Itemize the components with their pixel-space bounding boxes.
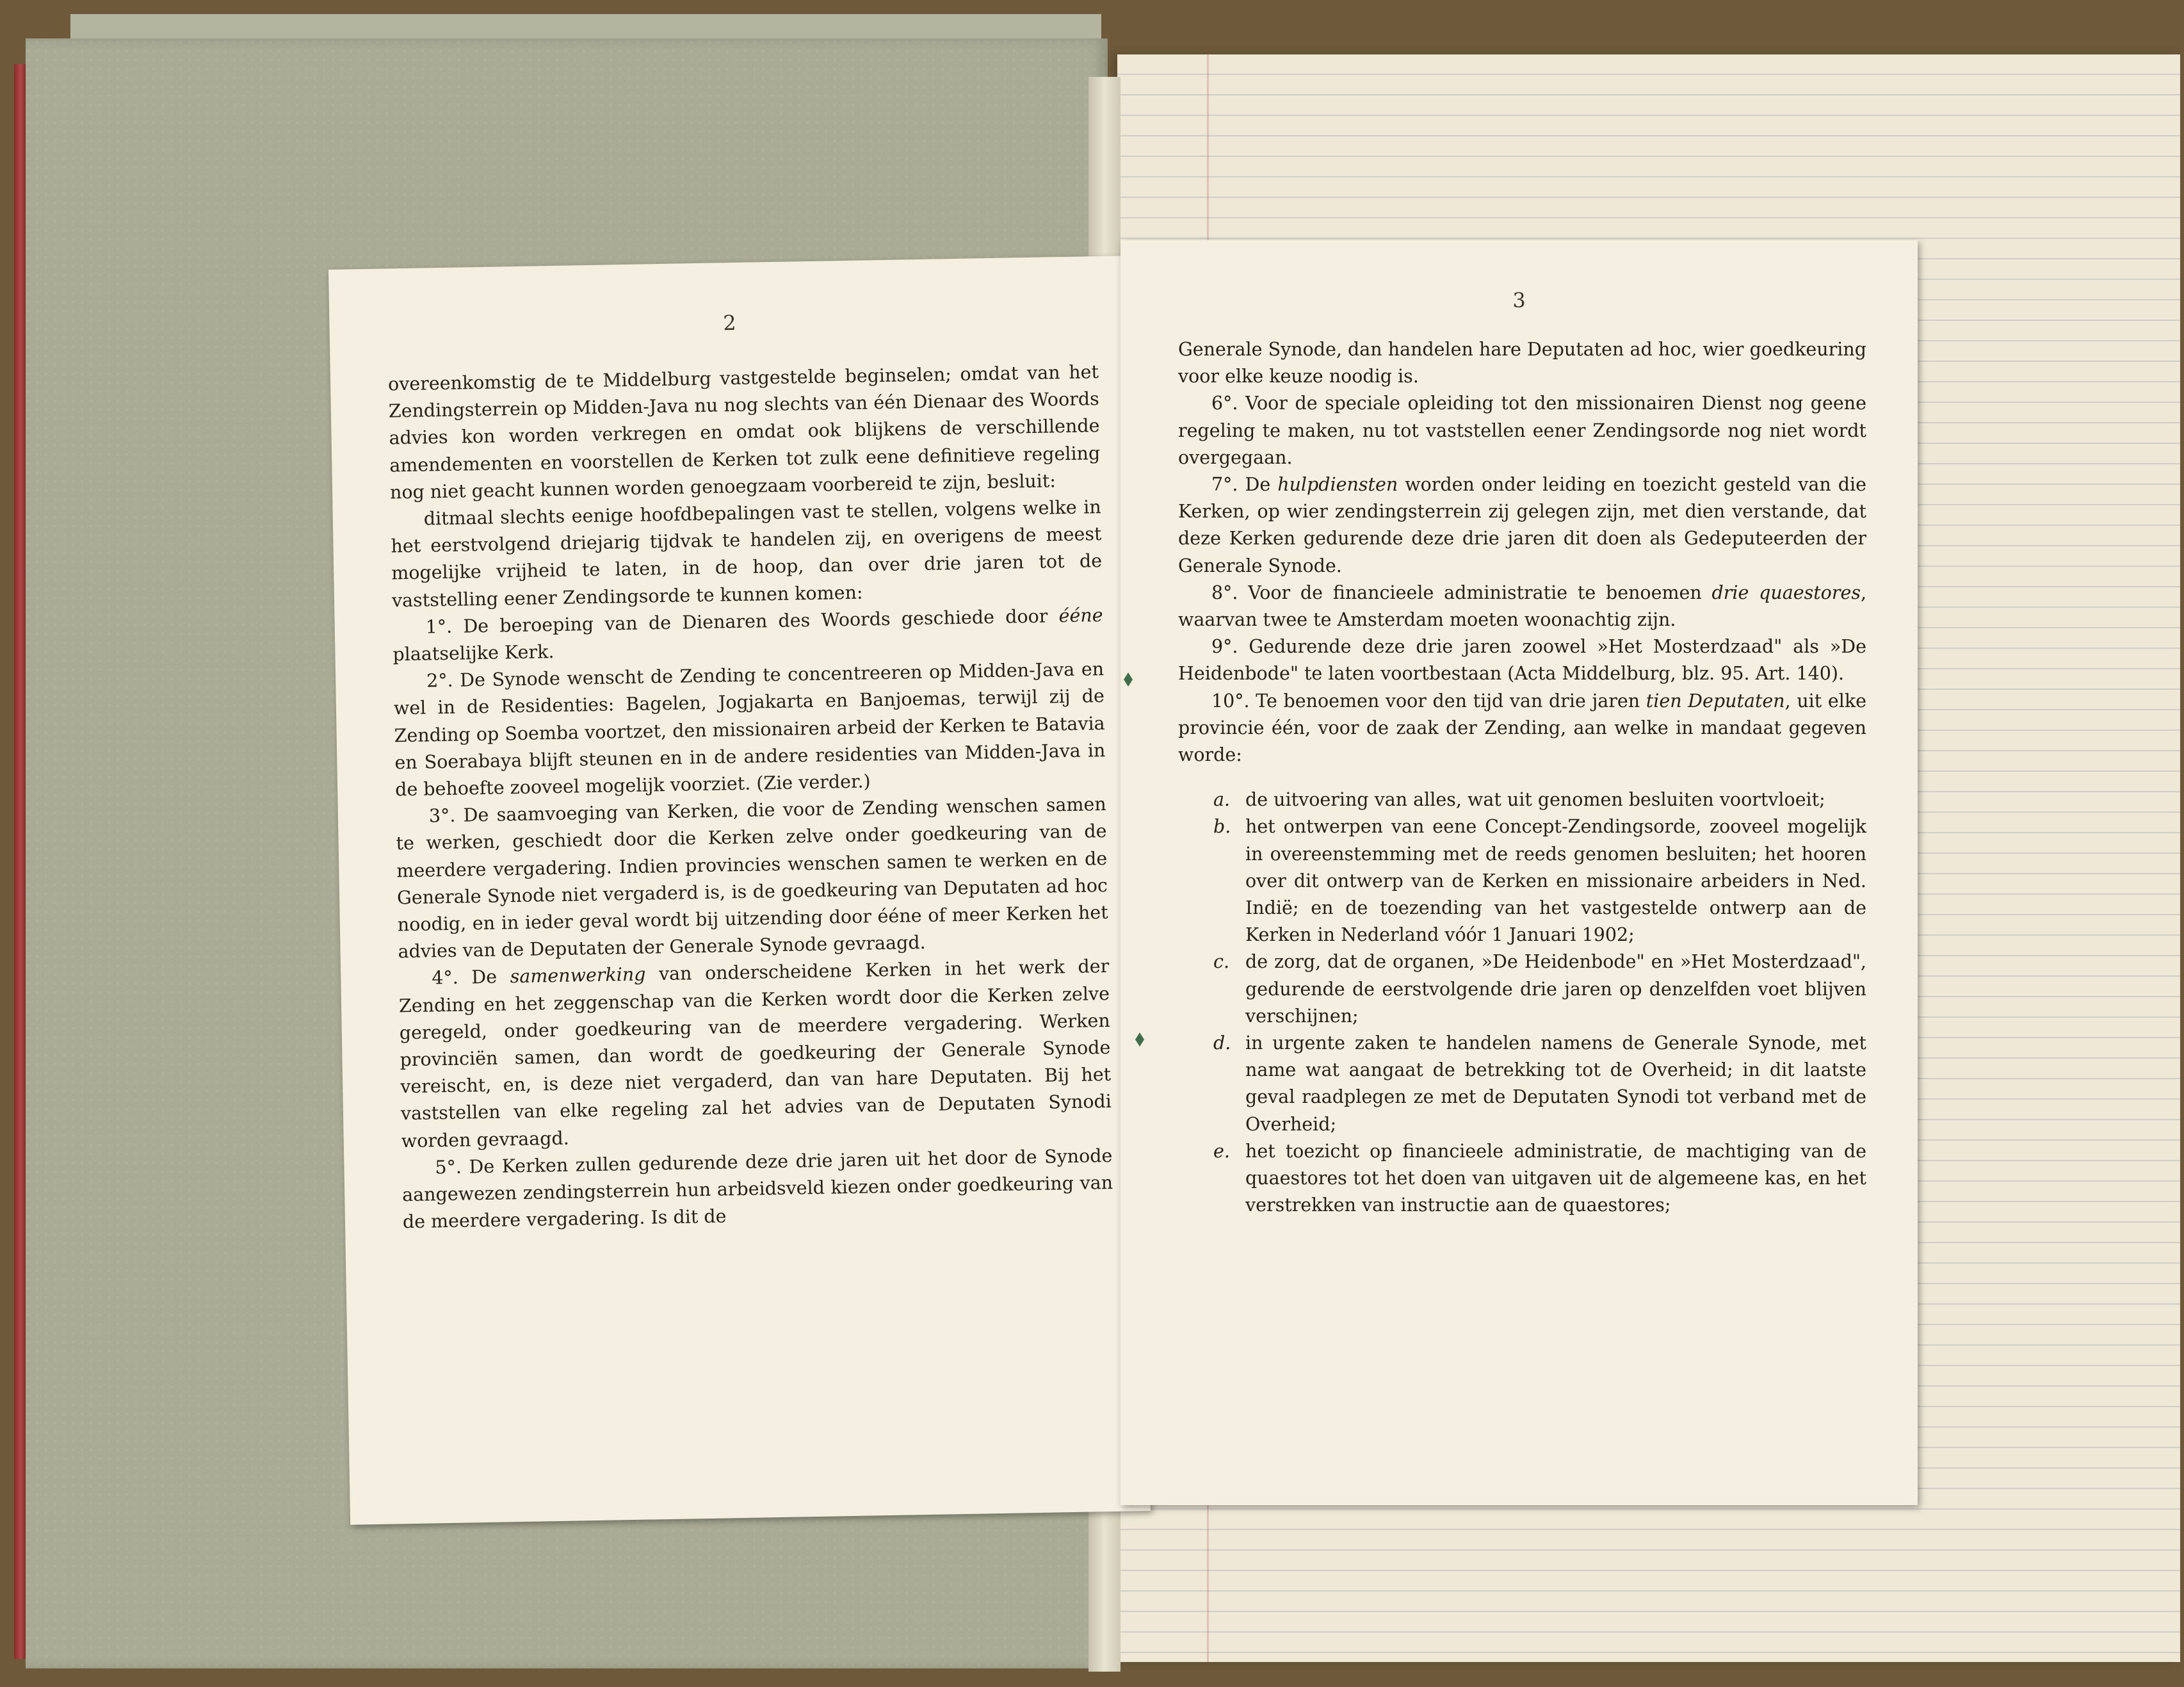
emphasis: drie quaestores: [1711, 582, 1861, 603]
clause-text: de zorg, dat de organen, »De Heidenbode" en »Het Mosterdzaad", gedurende de eerstvolgende drie jaren op denzelfden voet blijven verschijnen;: [1245, 951, 1866, 1027]
clause-list: [1178, 786, 1866, 1219]
paragraph: [1178, 688, 1866, 769]
paragraph-text: 7°. De: [1211, 474, 1278, 496]
paragraph: [398, 953, 1112, 1155]
paragraph: [1178, 580, 1866, 633]
clause-text: het ontwerpen van eene Concept-Zendingsorde, zooveel mogelijk in overeenstemming met de reeds genomen besluiten; het hooren over dit ontwerp van de Kerken en missionaire arbeiders in Ned. Indië; en de toezending van het vastgestelde ontwerp aan de Kerken in Nederland vóór 1 Januari 1902;: [1245, 816, 1866, 946]
clause-text: het toezicht op financieele administratie, de machtiging van de quaestores tot het doen van uitgaven uit de algemeene kas, en het verstrekken van instructie aan de quaestores;: [1245, 1140, 1866, 1216]
list-item: [1178, 813, 1866, 949]
paragraph: 5°. De Kerken zullen gedurende deze drie jaren uit het door de Synode aangewezen zendingsterrein hun arbeidsveld kiezen onder goedkeuring van de meerdere vergadering. Is dit de: [401, 1145, 1113, 1233]
paragraph-text: 1°. De beroeping van de Dienaren des Woords geschiede door: [425, 605, 1059, 638]
paragraph-text: worden onder leiding en toezicht gesteld van die Kerken, op wier zendingsterrein zij gelegen zijn, met dien verstande, dat deze Kerken gedurende deze drie jaren dit doen als Gedeputeerden der Generale Synode.: [1178, 474, 1867, 576]
clause-letter: d.: [1213, 1032, 1231, 1054]
right-page: [1120, 240, 1918, 1505]
list-item: [1178, 1138, 1866, 1219]
left-page-text: [388, 359, 1113, 1236]
paragraph-text: 4°. De: [432, 966, 510, 989]
emphasis: tien Deputaten: [1646, 690, 1785, 712]
paragraph: overeenkomstig de te Middelburg vastgestelde beginselen; omdat van het Zendingsterrein op Midden-Java nu nog slechts van één Dienaar des Woords advies kon worden verkregen en omdat ook blijkens de verschillende amendementen en voorstellen de Kerken tot zulk eene definitieve regeling nog niet geacht kunnen worden genoegzaam voorbereid te zijn, besluit:: [387, 361, 1101, 503]
emphasis: samenwerking: [510, 964, 646, 988]
paragraph-text: van onderscheidene Kerken in het werk der Zending en het zeggenschap van die Kerken wordt door die Kerken zelve geregeld, onder goedkeuring van de meerdere vergadering. Werken provinciën samen, dan wordt de goedkeuring der Generale Synode vereischt, en, is deze niet vergaderd, dan van hare Deputaten. Bij het vaststellen van elke regeling zal het advies van de Deputaten Synodi worden gevraagd.: [398, 956, 1112, 1152]
clause-text: de uitvoering van alles, wat uit genomen besluiten voortvloeit;: [1245, 789, 1825, 811]
red-binding-edge: [14, 64, 27, 1659]
paragraph: Generale Synode, dan handelen hare Deputaten ad hoc, wier goedkeuring voor elke keuze noodig is.: [1178, 339, 1866, 387]
paragraph-text: 10°. Te benoemen voor den tijd van drie jaren: [1211, 690, 1646, 712]
paragraph-text: plaatselijke Kerk.: [392, 641, 554, 665]
clause-text: in urgente zaken te handelen namens de Generale Synode, met name wat aangaat de betrekking tot de Overheid; in dit laatste geval raadplegen ze met de Deputaten Synodi tot verband met de Overheid;: [1245, 1032, 1866, 1135]
paragraph: ditmaal slechts eenige hoofdbepalingen vast te stellen, volgens welke in het eerstvolgend driejarig tijdvak te handelen zij, en overigens de meest mogelijke vrijheid te laten, in de hoop, dan over drie jaren tot de vaststelling eener Zendingsorde te kunnen komen:: [391, 496, 1103, 612]
left-page: [328, 256, 1151, 1525]
paragraph-text: , waarvan twee te Amsterdam moeten woonachtig zijn.: [1178, 582, 1867, 631]
clause-letter: a.: [1213, 789, 1231, 811]
list-item: [1178, 1030, 1866, 1138]
list-item: [1178, 786, 1866, 813]
right-page-text: [1178, 336, 1866, 1219]
paragraph-text: , uit elke provincie één, voor de zaak der Zending, aan welke in mandaat gegeven worde:: [1178, 690, 1866, 766]
emphasis: hulpdiensten: [1277, 474, 1398, 496]
paragraph-text: 8°. Voor de financieele administratie te benoemen: [1211, 582, 1712, 603]
clause-letter: e.: [1213, 1140, 1230, 1162]
page-number: 2: [723, 310, 737, 336]
paragraph: [1178, 471, 1866, 580]
page-number: 3: [1512, 288, 1526, 313]
paragraph: 2°. De Synode wenscht de Zending te concentreeren op Midden-Java en wel in de Residenties: Bagelen, Jogjakarta en Banjoemas, terwijl zij de Zending op Soemba voortzet, den missionairen arbeid der Kerken te Batavia en Soerabaya blijft steunen en in de andere residenties van Midden-Java in de behoefte zooveel mogelijk voorziet. (Zie verder.): [393, 658, 1106, 801]
clause-letter: b.: [1213, 816, 1231, 838]
paragraph: 9°. Gedurende deze drie jaren zoowel »Het Mosterdzaad" als »De Heidenbode" te laten voortbestaan (Acta Middelburg, blz. 95. Art. 140).: [1178, 636, 1866, 685]
paragraph: 3°. De saamvoeging van Kerken, die voor de Zending wenschen samen te werken, geschiedt door die Kerken zelve onder goedkeuring van de meerdere vergadering. Indien provincies wenschen samen te werken en de Generale Synode niet vergaderd is, is de goedkeuring van Deputaten ad hoc noodig, en in ieder geval wordt bij uitzending door ééne of meer Kerken het advies van de Deputaten der Generale Synode gevraagd.: [396, 794, 1108, 963]
paragraph: 6°. Voor de speciale opleiding tot den missionairen Dienst nog geene regeling te maken, nu tot vaststellen eener Zendingsorde nog niet wordt overgegaan.: [1178, 393, 1866, 468]
emphasis: ééne: [1058, 604, 1103, 627]
list-item: [1178, 949, 1866, 1030]
clause-letter: c.: [1213, 951, 1230, 973]
